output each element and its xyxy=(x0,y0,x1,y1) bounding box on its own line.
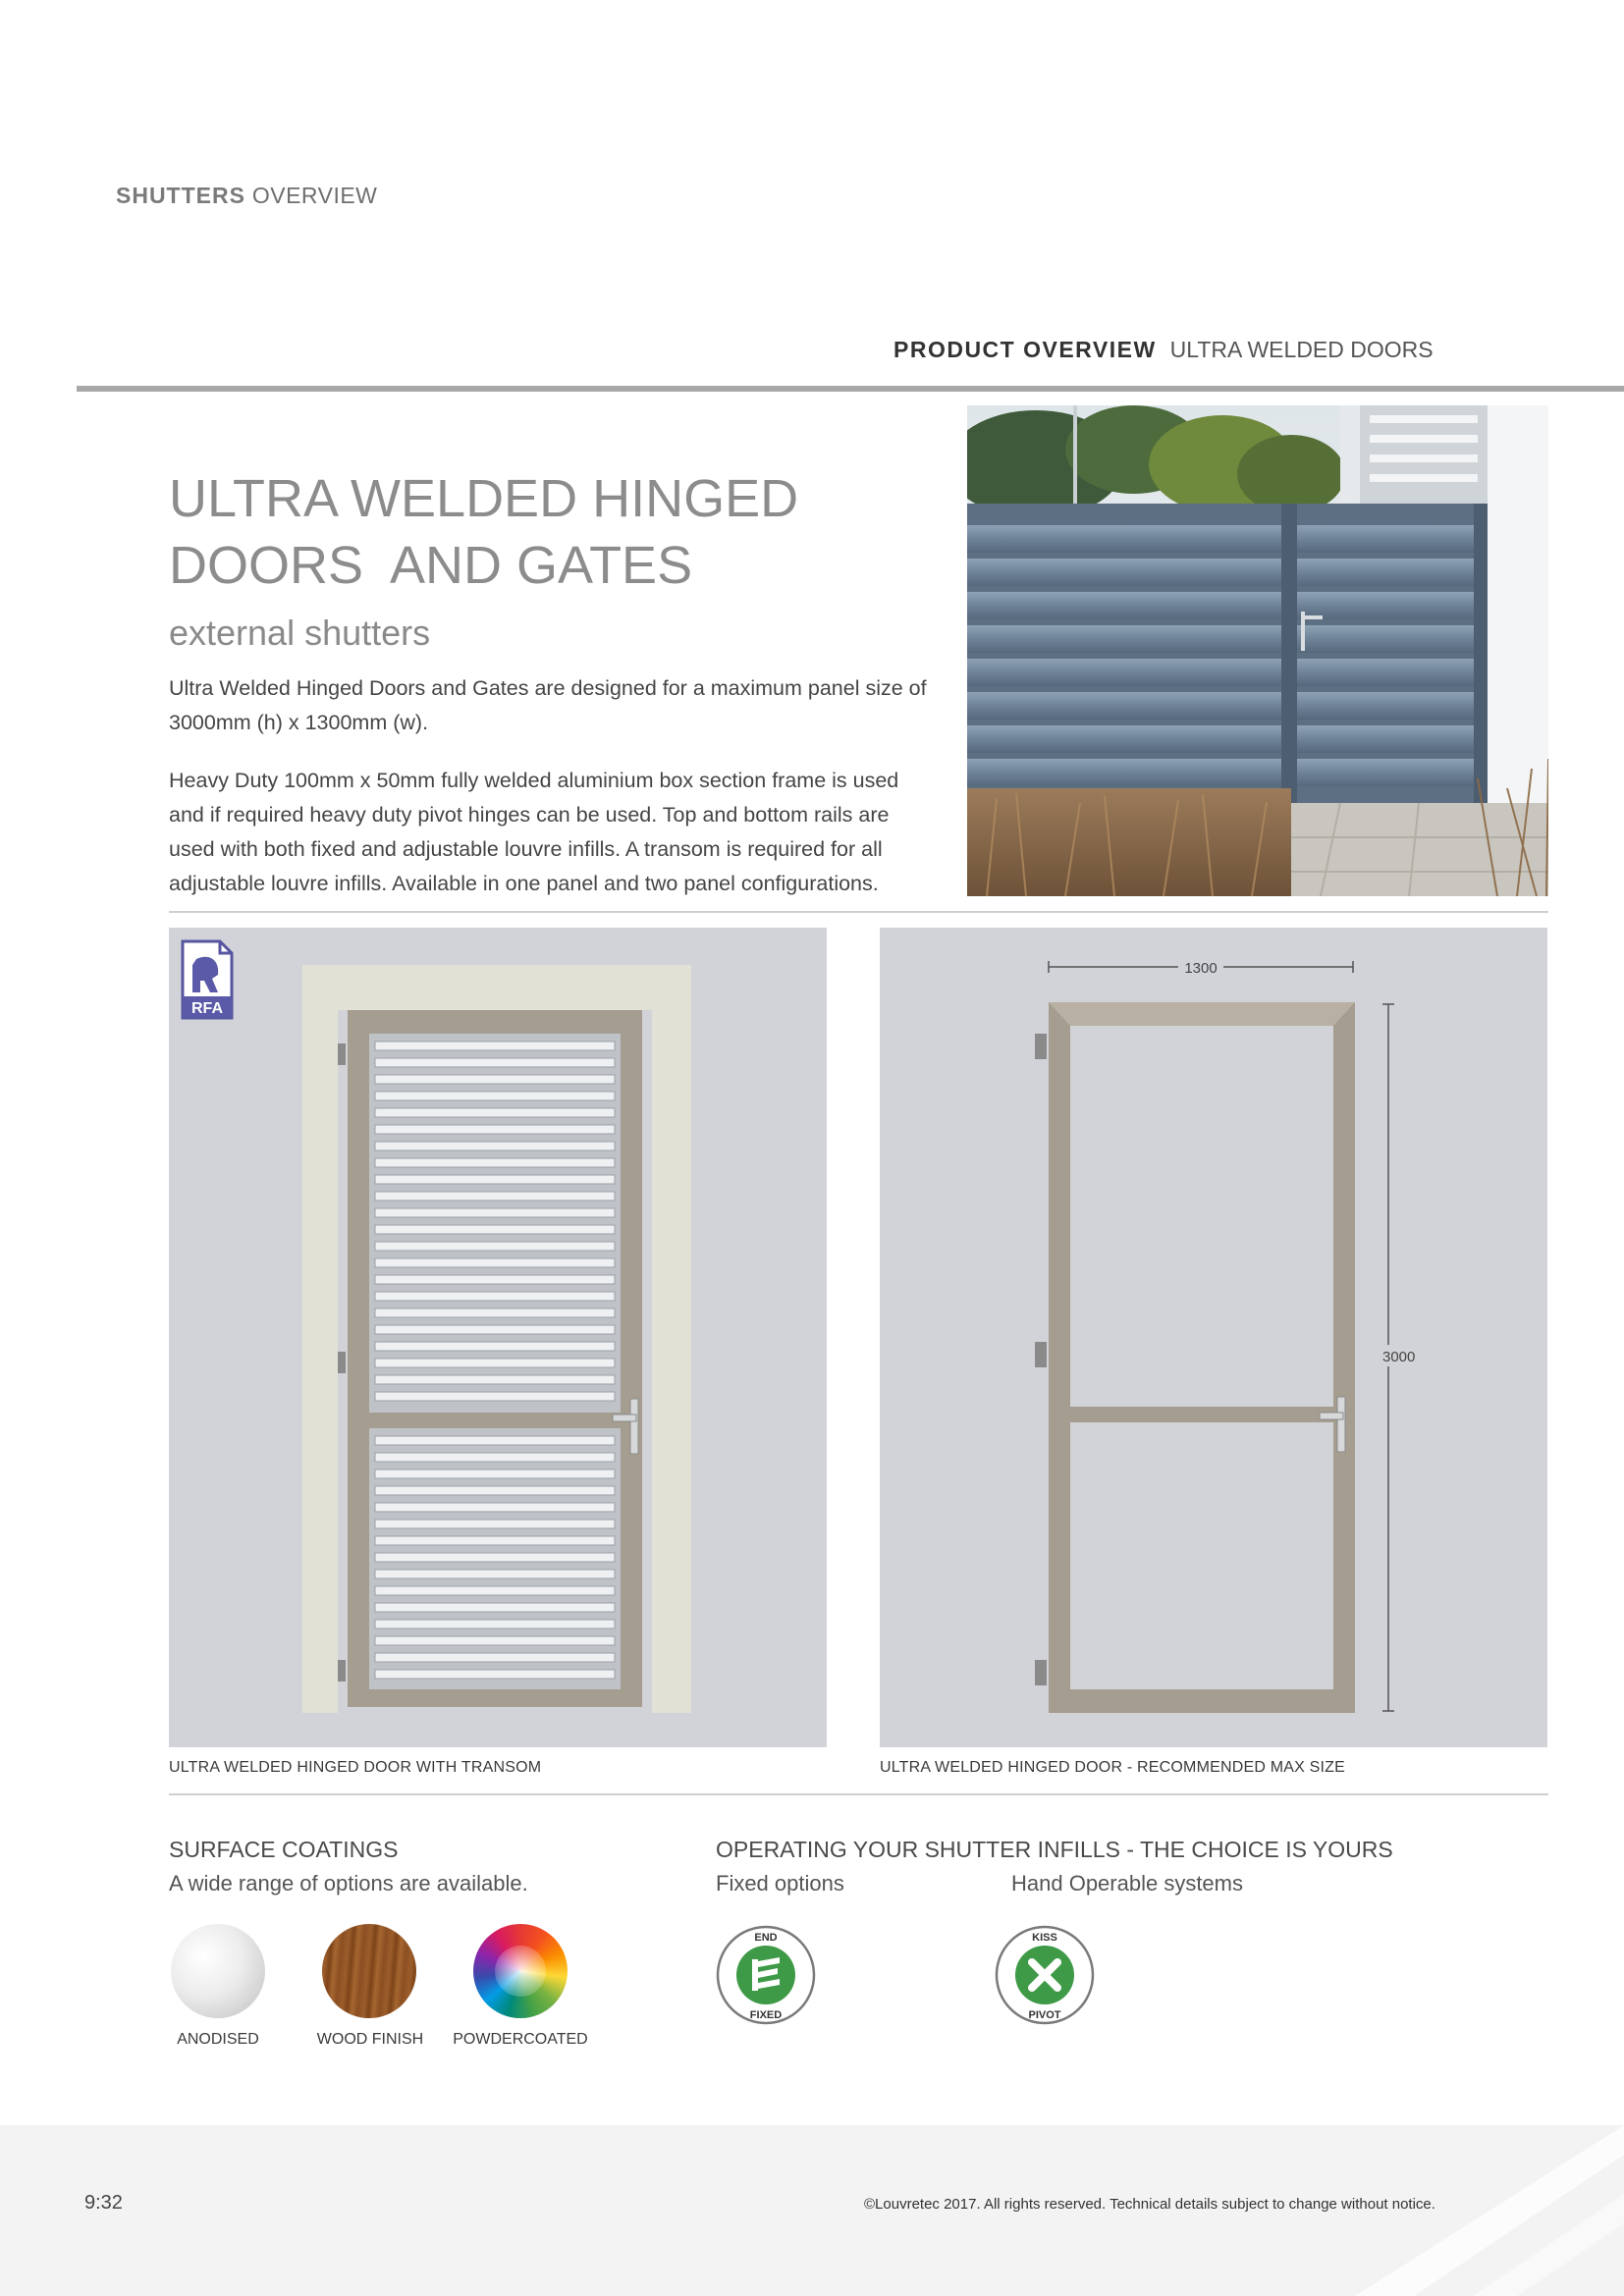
powdercoated-swatch xyxy=(473,1924,568,2018)
title-line-1: ULTRA WELDED HINGED xyxy=(169,469,799,528)
top-divider xyxy=(77,386,1624,392)
end-fixed-badge-icon xyxy=(715,1924,817,2026)
powdercoated-label: POWDERCOATED xyxy=(453,2031,588,2048)
intro-paragraph-2: Heavy Duty 100mm x 50mm fully welded aluminium box section frame is used and if required heavy duty pivot hinges can be used. Top and bottom rails are used with both fixed and adjustable louvre infills. A transom is required for all adjustable louvre infills. Available in one panel and two panel configurations. xyxy=(169,769,899,895)
overview-tag-rest: ULTRA WELDED DOORS xyxy=(1169,337,1434,362)
dimension-height: 3000 xyxy=(1382,1349,1416,1365)
right-figure-caption: ULTRA WELDED HINGED DOOR - RECOMMENDED MAX SIZE xyxy=(880,1759,1346,1776)
surface-coatings-title: SURFACE COATINGS xyxy=(169,1837,399,1862)
anodised-label: ANODISED xyxy=(177,2031,259,2048)
left-figure-caption: ULTRA WELDED HINGED DOOR WITH TRANSOM xyxy=(169,1759,542,1776)
section-tag xyxy=(116,183,377,209)
mid-divider xyxy=(169,911,1548,913)
fixed-options-label: Fixed options xyxy=(716,1871,844,1896)
door-dimension-panel xyxy=(880,928,1547,1747)
gate-photo xyxy=(967,405,1548,896)
dimension-width: 1300 xyxy=(1184,960,1218,977)
operating-title: OPERATING YOUR SHUTTER INFILLS - THE CHOICE IS YOURS xyxy=(716,1837,1393,1862)
anodised-swatch xyxy=(171,1924,265,2018)
hand-operable-label: Hand Operable systems xyxy=(1011,1871,1243,1896)
intro-paragraph-1: Ultra Welded Hinged Doors and Gates are designed for a maximum panel size of 3000mm (h) x 1300mm (w). xyxy=(169,676,927,734)
wood-finish-label: WOOD FINISH xyxy=(316,2031,424,2048)
section-tag-rest: OVERVIEW xyxy=(244,183,378,208)
copyright-notice: ©Louvretec 2017. All rights reserved. Technical details subject to change without notice. xyxy=(864,2196,1435,2213)
badge-kiss-top: KISS xyxy=(1032,1932,1057,1944)
badge-kiss-bottom: PIVOT xyxy=(1028,2009,1061,2021)
page-title xyxy=(169,465,856,599)
page-subtitle: external shutters xyxy=(169,613,431,653)
lower-divider xyxy=(169,1793,1548,1795)
rfa-file-icon xyxy=(183,941,232,1018)
overview-tag-bold: PRODUCT OVERVIEW xyxy=(893,337,1157,362)
overview-tag xyxy=(893,337,1434,363)
badge-fixed-bottom: FIXED xyxy=(749,2009,783,2021)
door-render-panel xyxy=(169,928,827,1747)
rfa-label: RFA xyxy=(191,1000,223,1017)
badge-fixed-top: END xyxy=(754,1932,778,1944)
kiss-pivot-badge-icon xyxy=(994,1924,1096,2026)
title-line-2: DOORS AND GATES xyxy=(169,536,693,595)
wood-finish-swatch xyxy=(322,1924,416,2018)
page-number: 9:32 xyxy=(84,2192,123,2214)
surface-coatings-subtitle: A wide range of options are available. xyxy=(169,1871,528,1896)
section-tag-bold: SHUTTERS xyxy=(116,183,245,208)
